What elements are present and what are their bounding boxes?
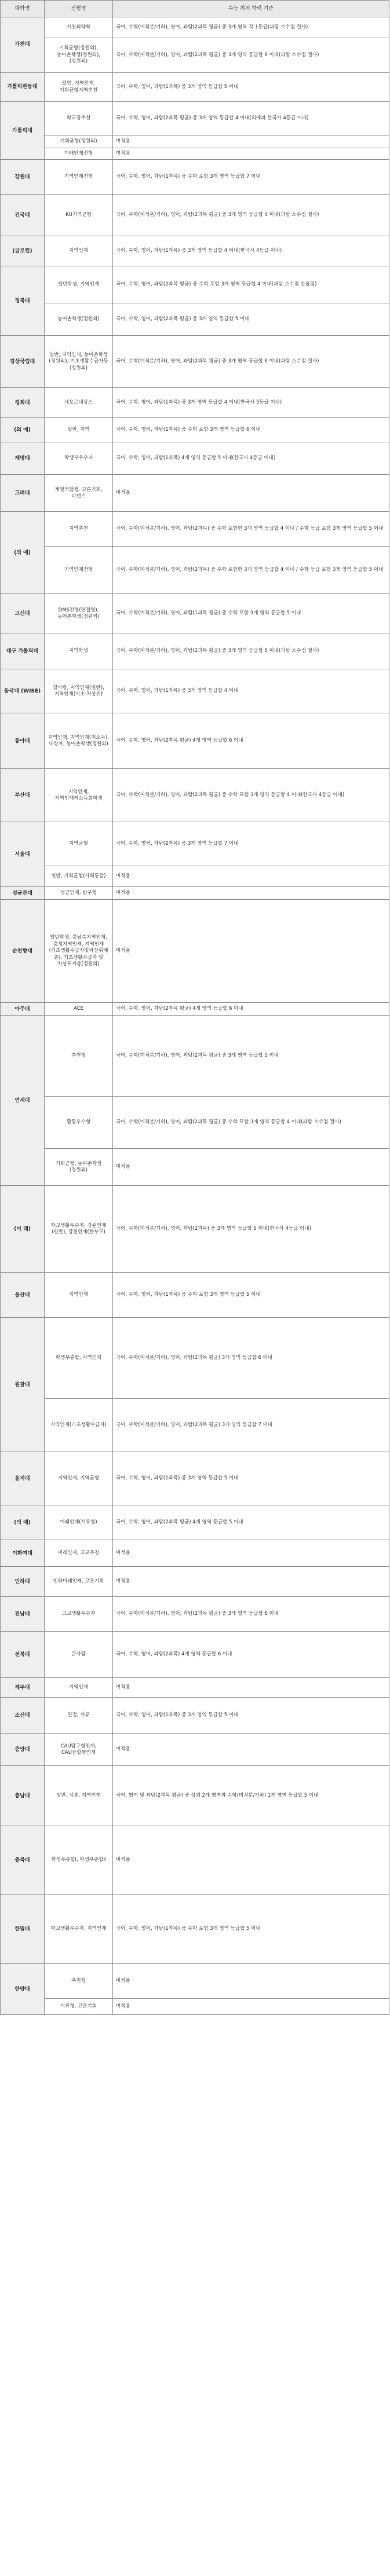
admission-type: 지역인재 (45, 1678, 113, 1698)
table-row (1, 1698, 389, 1734)
table-row (1, 1452, 389, 1505)
university-name: 대구 가톨릭대 (1, 633, 45, 669)
table-row (1, 1632, 389, 1678)
criteria-text: 미적용 (113, 1540, 389, 1567)
table-row (1, 1318, 389, 1399)
university-name: 연세대 (1, 1016, 45, 1186)
admission-type: 지역인재전형 (45, 160, 113, 195)
admission-type: 학교생활우수자, 지역인재 (45, 1895, 113, 1964)
university-name: 건국대 (1, 195, 45, 236)
admission-type: 학생부종합Ⅰ, 학생부종합Ⅱ (45, 1826, 113, 1895)
admission-type: ACE (45, 1003, 113, 1016)
university-name: 경상국립대 (1, 336, 45, 388)
admission-type: 지역인재, 지역인재(저소득), 대상자, 농어촌학생(정원외) (45, 713, 113, 769)
admission-type: 일반, 지역인재, 농어촌학생(정원외), 기초생활수급자등(정원외) (45, 336, 113, 388)
criteria-text: 미적용 (113, 135, 389, 148)
university-name: 울산대 (1, 1273, 45, 1318)
table-row (1, 1678, 389, 1698)
criteria-text: 미적용 (113, 887, 389, 900)
table-row (1, 1003, 389, 1016)
criteria-text: 미적용 (113, 1734, 389, 1766)
admission-type: 기회균형(정원외), 농어촌학생(정원외), (정원외) (45, 38, 113, 73)
university-name: 전남대 (1, 1597, 45, 1632)
table-row (1, 1097, 389, 1149)
table-row (1, 1734, 389, 1766)
criteria-text: 미적용 (113, 866, 389, 887)
university-name: 성균관대 (1, 887, 45, 900)
admission-type: 학교생활우수자, 강원인재(일반), 강원인재(한부모) (45, 1186, 113, 1273)
table-row (1, 38, 389, 73)
table-row (1, 1999, 389, 2015)
table-row (1, 1016, 389, 1097)
table-row (1, 475, 389, 512)
header-admission: 전형명 (45, 1, 113, 17)
table-row (1, 418, 389, 442)
table-row (1, 713, 389, 769)
university-name: 원광대 (1, 1318, 45, 1452)
table-row (1, 1399, 389, 1452)
university-name: (글로컬) (1, 236, 45, 266)
table-row (1, 266, 389, 303)
admission-type: 일반, 서류, 지역인재 (45, 1766, 113, 1826)
criteria-text: 국어, 수학, 영어, 과탐(1과목) 중 3개 영역 등급합 4 이내(한국사 5등급 이내) (113, 388, 389, 418)
admission-type: 농어촌학생(정원외) (45, 303, 113, 336)
criteria-text: 국어, 수학(미적분/기하), 영어, 과탐(2과목) 중 3개 영역 등급합 5 이내(한국사 4등급 이내) (113, 1186, 389, 1273)
table-row (1, 512, 389, 547)
admission-type: 추천형 (45, 1964, 113, 1999)
admission-type: 참사랑, 지역인재(일반), 지역인재(기초·차상위) (45, 669, 113, 713)
admission-type: 기회균형, 농어촌학생(정원외) (45, 1149, 113, 1186)
criteria-text: 국어, 수학, 영어, 과탐(1과목) 중 3개 영역 등급합 5 이내 (113, 1698, 389, 1734)
table-row (1, 102, 389, 135)
table-row (1, 1826, 389, 1895)
admission-type: 미래인재, 고교추천 (45, 1540, 113, 1567)
admission-type: 기회균형(정원외) (45, 135, 113, 148)
criteria-text: 국어, 수학, 영어, 과탐(1과목) 중 3개 영역 등급합 4 이내(한국사 4등급 이내) (113, 236, 389, 266)
admission-type: 지역인재 (45, 236, 113, 266)
university-name: 동아대 (1, 713, 45, 769)
criteria-text: 국어, 수학, 영어, 과탐(2과목) 4개 영역 등급합 6 이내 (113, 1632, 389, 1678)
admission-type: 성균인재, 탐구형 (45, 887, 113, 900)
university-name: 순천향대 (1, 900, 45, 1003)
university-name: 동국대 (WISE) (1, 669, 45, 713)
admission-type: 고교생활우수자 (45, 1597, 113, 1632)
table-row (1, 1895, 389, 1964)
university-name: 한림대 (1, 1895, 45, 1964)
admission-type: 일반학생, 지역인재 (45, 266, 113, 303)
criteria-text: 국어, 수학(미적분/기하), 영어, 과탐(2과목 평균) 중 3개 영역 등급합 5 이내(과탐 소수점 절사) (113, 633, 389, 669)
admission-type: 추천형 (45, 1016, 113, 1097)
admission-type: CAU탐구형인재, CAU융합형인재 (45, 1734, 113, 1766)
table-row (1, 160, 389, 195)
criteria-text: 국어, 수학, 영어, 과탐(2과목 평균) 4개 영역 등급합 6 이내 (113, 1003, 389, 1016)
table-row (1, 1273, 389, 1318)
admission-type: 지역균형 (45, 822, 113, 866)
university-name: 강원대 (1, 160, 45, 195)
admission-type: 큰사람 (45, 1632, 113, 1678)
criteria-text: 국어, 수학, 영어, 과탐(1과목) 중 수학 포함 3개 영역 등급합 6 이내 (113, 418, 389, 442)
criteria-text: 국어, 수학, 영어, 과탐(2과목 평균) 4개 영역 등급합 5 이내 (113, 1505, 389, 1540)
header-university: 대학명 (1, 1, 45, 17)
university-name: 아주대 (1, 1003, 45, 1016)
criteria-text: 미적용 (113, 1149, 389, 1186)
criteria-text: 국어, 수학(미적분/기하), 영어, 과탐(2과목 평균) 중 3개 영역 등급합 6 이내(과탐 소수점 절사) (113, 38, 389, 73)
admission-type: 지역인재 (45, 1273, 113, 1318)
university-name: 고려대 (1, 475, 45, 512)
admission-type: 학생부우수자 (45, 442, 113, 475)
university-name: 제주대 (1, 1678, 45, 1698)
criteria-text: 미적용 (113, 475, 389, 512)
admission-type: 미래인재(서류형) (45, 1505, 113, 1540)
criteria-text: 국어, 수학, 영어, 과탐(2과목 평균) 중 3개 영역 등급합 5 이내 (113, 303, 389, 336)
university-name: 계명대 (1, 442, 45, 475)
university-name: 조선대 (1, 1698, 45, 1734)
admission-type: 지역인재, 지역균형 (45, 1452, 113, 1505)
criteria-text: 국어, 수학(미적분/기하), 영어, 과탐(2과목 평균) 3개 영역 등급합 6 이내 (113, 1318, 389, 1399)
criteria-text: 국어, 수학, 영어, 과탐(1과목) 중 3개 영역 등급합 4 이내 (113, 669, 389, 713)
table-row (1, 866, 389, 887)
criteria-text: 국어, 수학(미적분/기하), 영어, 과탐(2과목 평균) 중 3개 영역 등급합 4 이내(과탐 소수점 절사) (113, 195, 389, 236)
table-row (1, 1766, 389, 1826)
university-name: (의 예) (1, 512, 45, 594)
admission-type: 지역인재(기초생활수급자) (45, 1399, 113, 1452)
criteria-text: 국어, 수학(미적분/기하), 영어, 과탐(2과목 평균) 중 수학 포함 3개 영역 등급합 4 이내(한국사 4등급 이내) (113, 769, 389, 822)
university-name: 을지대 (1, 1452, 45, 1505)
university-name: (의 예) (1, 418, 45, 442)
table-row (1, 769, 389, 822)
admission-type: 일반, 지역인재, 기회균형지역추천 (45, 73, 113, 102)
criteria-text: 미적용 (113, 148, 389, 160)
header-row (1, 1, 389, 17)
table-row (1, 822, 389, 866)
criteria-text: 미적용 (113, 1826, 389, 1895)
admission-type: 지역인재, 지역인재저소득층학생 (45, 769, 113, 822)
criteria-text: 미적용 (113, 1999, 389, 2015)
admission-type: 가천의약학 (45, 17, 113, 38)
table-row (1, 303, 389, 336)
criteria-text: 국어, 수학(미적분/기하), 영어, 과탐(2과목 평균) 중 3개 영역 등급합 5 이내 (113, 1016, 389, 1097)
criteria-text: 국어, 수학, 영어, 과탐(1과목) 4개 영역 등급합 5 이내(한국사 4등급 이내) (113, 442, 389, 475)
university-name: 서울대 (1, 822, 45, 887)
admission-type: 인하미래인재, 고른기회 (45, 1567, 113, 1597)
admission-type: 서류형, 고른기회 (45, 1999, 113, 2015)
admission-type: 일반학생, 충남북지역인재, 충청지역인재, 지역인재(기초생활수급자및차상위계층), 기초생활수급자 및 차상위계층(정원외) (45, 900, 113, 1003)
university-name: (의 예) (1, 1505, 45, 1540)
university-name: 전북대 (1, 1632, 45, 1678)
university-name: 고신대 (1, 594, 45, 633)
table-row (1, 73, 389, 102)
criteria-text: 국어, 수학, 영어, 과탐(2과목 평균) 4개 영역 등급합 6 이내 (113, 713, 389, 769)
table-row (1, 17, 389, 38)
table-row (1, 1540, 389, 1567)
table-row (1, 1597, 389, 1632)
admission-type: 지역인재전형 (45, 547, 113, 594)
criteria-text: 국어, 수학(미적분/기하), 영어, 과탐(2과목 평균) 중 3개 영역 등급합 6 이내(과탐 소수점 절사) (113, 336, 389, 388)
admission-type: 학교장추천 (45, 102, 113, 135)
admission-type: 지역추천 (45, 512, 113, 547)
criteria-text: 국어, 수학(미적분/기하), 영어, 과탐(2과목) 중 수학 포함한 3개 영역 등급합 4 이내 / 수학 등급 포함 3개 영역 등급합 5 이내 (113, 547, 389, 594)
table-row (1, 1964, 389, 1999)
table-row (1, 1505, 389, 1540)
table-row (1, 669, 389, 713)
university-name: 충북대 (1, 1826, 45, 1895)
university-name: 가톨릭관동대 (1, 73, 45, 102)
criteria-text: 미적용 (113, 1567, 389, 1597)
table-row (1, 887, 389, 900)
table-row (1, 388, 389, 418)
header-criteria: 수능 최저 학력 기준 (113, 1, 389, 17)
admission-type: DMS전형(면접형), 농어촌학생(정원외) (45, 594, 113, 633)
criteria-text: 국어, 영어 및 과탐(2과목 평균) 중 상위 2개 영역과 수학(미적분/기하) 1개 영역 등급합 5 이내 (113, 1766, 389, 1826)
table-row (1, 1567, 389, 1597)
admission-type: 면접, 서류 (45, 1698, 113, 1734)
criteria-text: 국어, 수학, 영어, 과탐(2과목) 중 3개 영역 등급합 7 이내 (113, 822, 389, 866)
criteria-text: 국어, 수학, 영어, 과탐(1과목) 중 수학 포함 3개 영역 등급합 5 이내 (113, 1895, 389, 1964)
table-row (1, 442, 389, 475)
criteria-text: 국어, 수학, 영어, 과탐(2과목 평균) 중 수학 포함 3개 영역 등급합 4 이내(과탐 소수점 반올림) (113, 266, 389, 303)
table-row (1, 195, 389, 236)
criteria-text: 국어, 수학(미적분/기하), 영어, 과탐(2과목 평균) 중 3개 영역 등급합 6 이내 (113, 1597, 389, 1632)
table-row (1, 336, 389, 388)
university-name: 이화여대 (1, 1540, 45, 1567)
criteria-text: 국어, 수학, 영어, 과탐(2과목 평균) 중 3개 영역 등급합 4 이내(의예과 한국사 4등급 이내) (113, 102, 389, 135)
table-row (1, 1186, 389, 1273)
criteria-text: 국어, 수학, 영어, 과탐(1과목) 중 3개 영역 등급합 5 이내 (113, 1452, 389, 1505)
criteria-text: 미적용 (113, 1678, 389, 1698)
table-row (1, 594, 389, 633)
admission-type: 계열적합형, 고른기회, 디펜스 (45, 475, 113, 512)
admission-type: 일반, 기회균형(사회통합) (45, 866, 113, 887)
criteria-text: 국어, 수학(미적분/기하), 영어, 과탐(2과목 평균) 3개 영역 등급합 7 이내 (113, 1399, 389, 1452)
criteria-text: 미적용 (113, 1964, 389, 1999)
university-name: 한양대 (1, 1964, 45, 2015)
university-name: 인하대 (1, 1567, 45, 1597)
criteria-text: 미적용 (113, 900, 389, 1003)
admission-type: 지역학생 (45, 633, 113, 669)
university-name: 부산대 (1, 769, 45, 822)
admission-type: 활동우수형 (45, 1097, 113, 1149)
admission-type: 학생부종합, 지역인재 (45, 1318, 113, 1399)
table-row (1, 1149, 389, 1186)
admission-type: 일반, 지역 (45, 418, 113, 442)
admission-type: 미래인재전형 (45, 148, 113, 160)
university-name: 경희대 (1, 388, 45, 418)
criteria-text: 국어, 수학(미적분/기하), 영어, 과탐(2과목) 중 수학 포함한 3개 영역 등급합 4 이내 / 수학 등급 포함 3개 영역 등급합 5 이내 (113, 512, 389, 547)
criteria-text: 국어, 수학, 영어, 과탐(1과목) 중 수학 포함 3개 영역 등급합 5 이내 (113, 1273, 389, 1318)
admission-type: KU지역균형 (45, 195, 113, 236)
table-row (1, 547, 389, 594)
table-row (1, 236, 389, 266)
university-name: (미 래) (1, 1186, 45, 1273)
table-row (1, 900, 389, 1003)
university-name: 가톨릭대 (1, 102, 45, 160)
university-name: 경북대 (1, 266, 45, 336)
criteria-text: 국어, 수학(미적분/기하), 영어, 과탐(2과목 평균) 중 3개 영역 각 1등급(과탐 소수점 절사) (113, 17, 389, 38)
admission-type: 네오르네상스 (45, 388, 113, 418)
university-name: 충남대 (1, 1766, 45, 1826)
criteria-text: 국어, 수학, 영어, 과탐(1과목) 중 수학 포함 3개 영역 등급합 7 이내 (113, 160, 389, 195)
university-name: 가천대 (1, 17, 45, 73)
table-body (1, 17, 389, 2015)
criteria-text: 국어, 수학(미적분/기하), 영어, 과탐(1과목 평균) 중 수학 포함 3개 영역 등급합 5 이내 (113, 594, 389, 633)
table-row (1, 148, 389, 160)
table-row (1, 135, 389, 148)
criteria-text: 국어, 수학(미적분/기하), 영어, 과탐(2과목 평균) 중 수학 포함 3개 영역 등급합 4 이내(과탐 소수점 절사) (113, 1097, 389, 1149)
criteria-text: 국어, 수학, 영어, 과탐(1과목) 중 3개 영역 등급합 5 이내 (113, 73, 389, 102)
university-name: 중앙대 (1, 1734, 45, 1766)
table-row (1, 633, 389, 669)
